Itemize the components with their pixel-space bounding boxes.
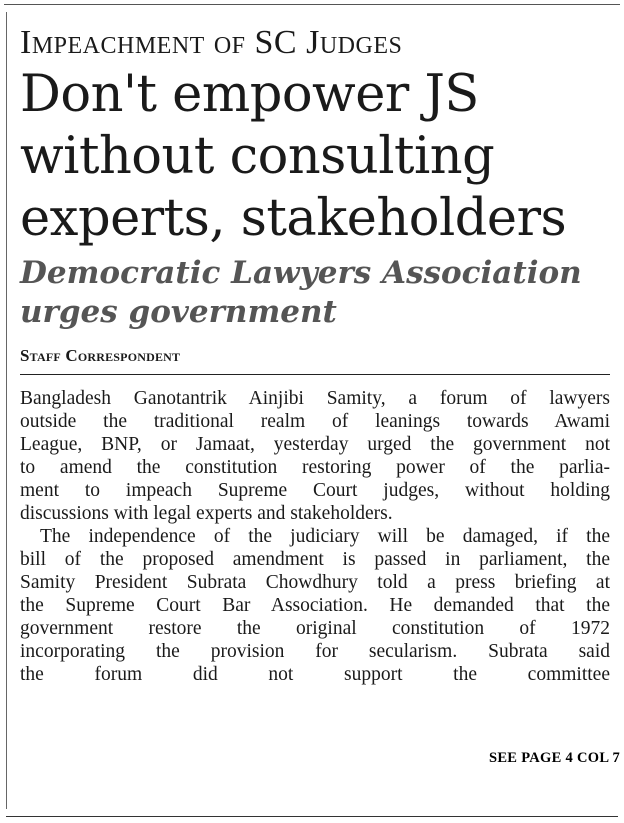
body-line: to amend the constitution restoring power of the parlia- — [20, 457, 610, 478]
top-rule — [4, 4, 620, 5]
headline — [20, 64, 610, 250]
subhead-line: Democratic Lawyers Association — [20, 255, 582, 291]
byline: Staff Correspondent — [20, 346, 610, 375]
left-column-rule — [6, 12, 7, 809]
headline-line: experts, stakeholders — [20, 189, 567, 248]
paragraph-2 — [20, 525, 610, 686]
body-line: League, BNP, or Jamaat, yesterday urged the government not — [20, 434, 610, 455]
body-line: Samity President Subrata Chowdhury told a press briefing at — [20, 572, 610, 593]
article — [20, 24, 610, 686]
body-line: the forum did not support the committee — [20, 664, 610, 685]
subhead-line: urges government — [20, 294, 337, 330]
subheadline — [20, 254, 610, 332]
body-line: Bangladesh Ganotantrik Ainjibi Samity, a forum of lawyers — [20, 388, 610, 409]
body-line: bill of the proposed amendment is passed in parliament, the — [20, 549, 610, 570]
headline-line: Don't empower JS — [20, 65, 479, 124]
kicker: Impeachment of SC Judges — [20, 24, 403, 61]
body-line: discussions with legal experts and stakeholders. — [20, 503, 393, 524]
continued-jump-line: SEE PAGE 4 COL 7 — [488, 750, 620, 766]
bottom-rule — [6, 816, 618, 817]
body-line: incorporating the provision for secularism. Subrata said — [20, 641, 610, 662]
headline-line: without consulting — [20, 127, 495, 186]
body-line: government restore the original constitution of 1972 — [20, 618, 610, 639]
body-line: The independence of the judiciary will be damaged, if the — [40, 526, 610, 547]
body-line: outside the traditional realm of leanings towards Awami — [20, 411, 610, 432]
article-body — [20, 387, 610, 686]
body-line: the Supreme Court Bar Association. He demanded that the — [20, 595, 610, 616]
paragraph-1 — [20, 387, 610, 525]
body-line: ment to impeach Supreme Court judges, without holding — [20, 480, 610, 501]
